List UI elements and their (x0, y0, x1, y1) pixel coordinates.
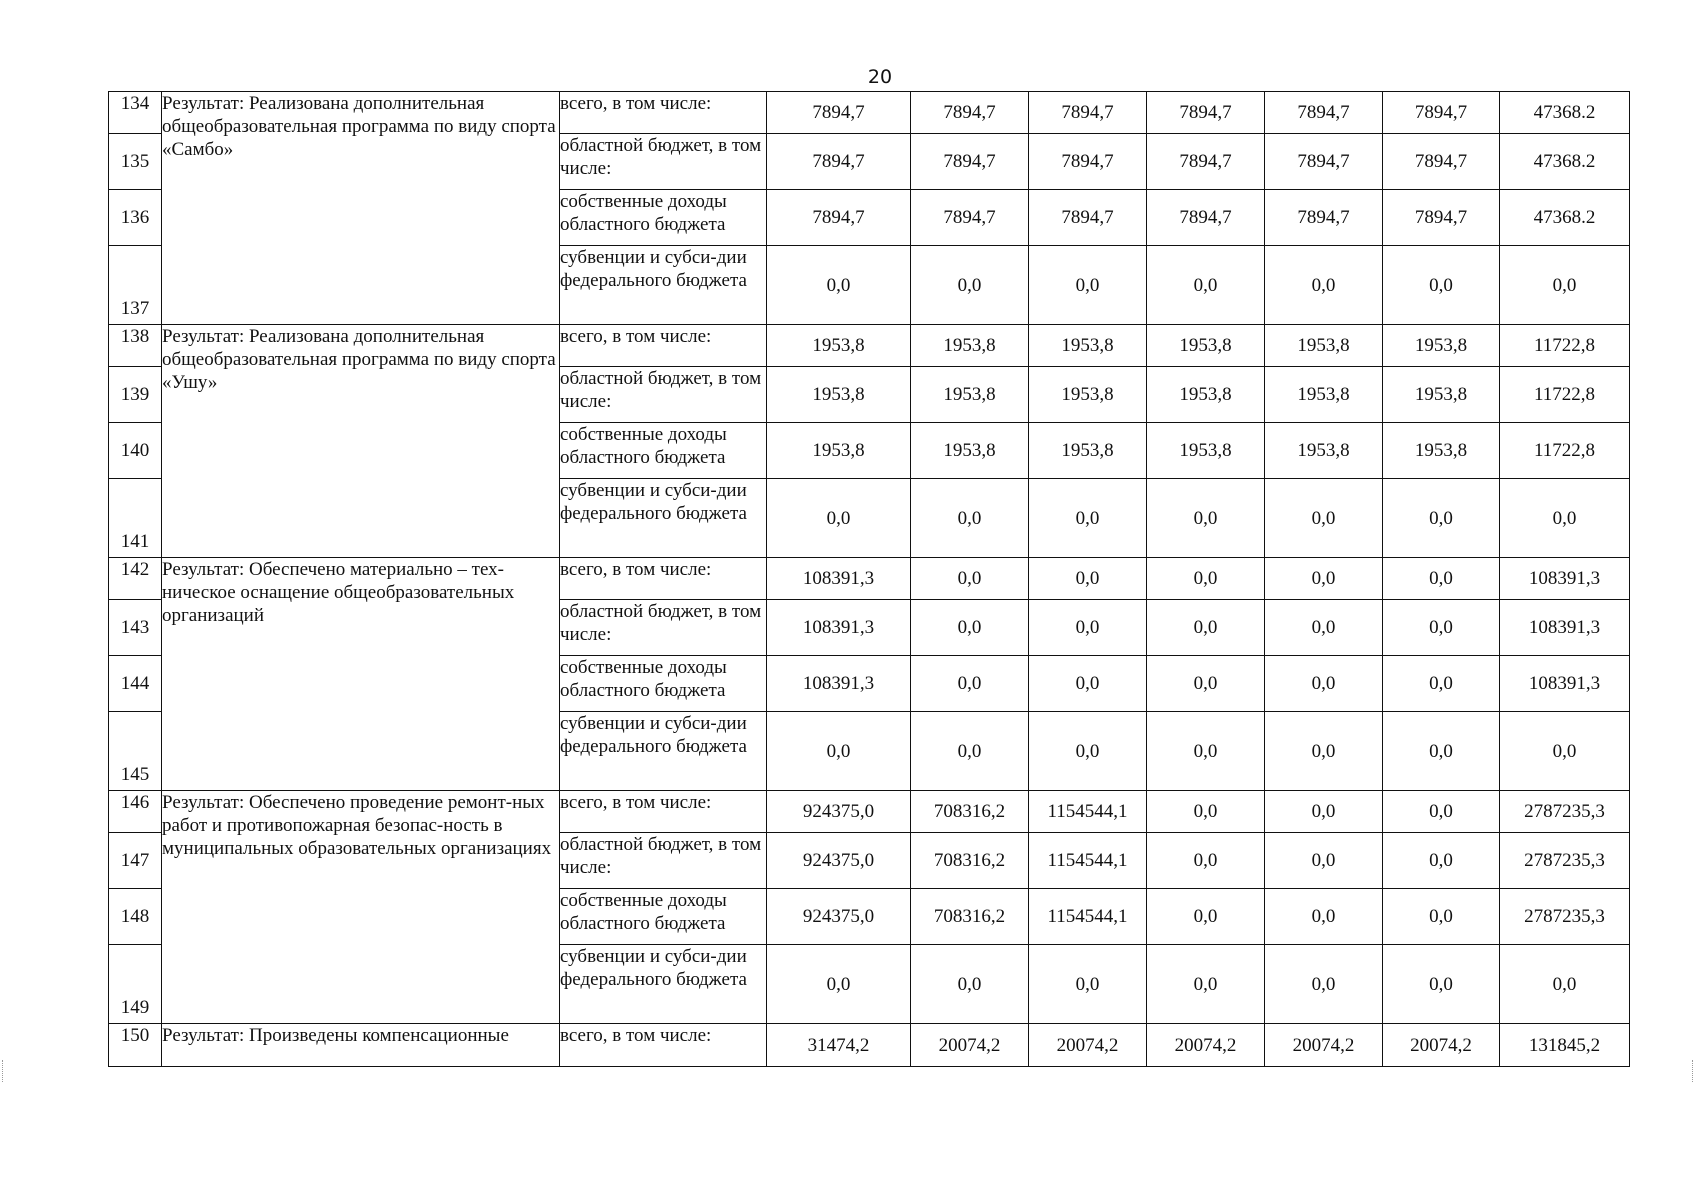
value-cell: 7894,7 (1265, 190, 1383, 246)
value-cell-total: 2787235,3 (1500, 889, 1630, 945)
value-cell: 0,0 (1383, 656, 1500, 712)
value-cell: 0,0 (1029, 479, 1147, 558)
value-cell: 7894,7 (1029, 190, 1147, 246)
value-cell: 1953,8 (1265, 367, 1383, 423)
value-cell: 1953,8 (1383, 367, 1500, 423)
value-cell-total: 0,0 (1500, 246, 1630, 325)
value-cell: 0,0 (1265, 246, 1383, 325)
row-number: 145 (109, 712, 162, 791)
row-number: 135 (109, 134, 162, 190)
funding-source-label: областной бюджет, в том числе: (560, 134, 767, 190)
value-cell: 7894,7 (1383, 190, 1500, 246)
value-cell: 0,0 (1029, 246, 1147, 325)
value-cell: 924375,0 (767, 889, 911, 945)
funding-source-label: собственные доходы областного бюджета (560, 656, 767, 712)
value-cell: 1953,8 (1147, 367, 1265, 423)
table-body (109, 92, 1630, 1067)
value-cell: 0,0 (1265, 558, 1383, 600)
value-cell: 0,0 (767, 712, 911, 791)
value-cell-total: 108391,3 (1500, 656, 1630, 712)
funding-source-label: собственные доходы областного бюджета (560, 889, 767, 945)
value-cell: 0,0 (1147, 889, 1265, 945)
value-cell-total: 131845,2 (1500, 1024, 1630, 1067)
value-cell: 0,0 (1147, 479, 1265, 558)
value-cell: 1953,8 (911, 325, 1029, 367)
value-cell: 0,0 (1147, 246, 1265, 325)
value-cell: 7894,7 (1147, 92, 1265, 134)
funding-source-label: собственные доходы областного бюджета (560, 190, 767, 246)
value-cell: 1154544,1 (1029, 833, 1147, 889)
row-number: 150 (109, 1024, 162, 1067)
value-cell: 0,0 (1383, 889, 1500, 945)
value-cell: 31474,2 (767, 1024, 911, 1067)
row-number: 141 (109, 479, 162, 558)
value-cell: 0,0 (767, 945, 911, 1024)
value-cell: 0,0 (1029, 712, 1147, 791)
value-cell: 20074,2 (1383, 1024, 1500, 1067)
table-row (109, 791, 1630, 833)
value-cell: 1953,8 (1147, 423, 1265, 479)
funding-source-label: субвенции и субси-дии федерального бюджета (560, 246, 767, 325)
value-cell-total: 11722,8 (1500, 423, 1630, 479)
value-cell: 7894,7 (1029, 92, 1147, 134)
value-cell-total: 0,0 (1500, 945, 1630, 1024)
value-cell: 0,0 (1265, 791, 1383, 833)
budget-table (108, 91, 1630, 1067)
value-cell: 7894,7 (911, 92, 1029, 134)
funding-source-label: всего, в том числе: (560, 325, 767, 367)
value-cell-total: 11722,8 (1500, 325, 1630, 367)
value-cell: 924375,0 (767, 833, 911, 889)
result-description: Результат: Реализована дополнительная общеобразовательная программа по виду спорта «Ушу» (162, 325, 560, 558)
row-number: 134 (109, 92, 162, 134)
value-cell: 7894,7 (911, 190, 1029, 246)
value-cell: 1154544,1 (1029, 889, 1147, 945)
funding-source-label: субвенции и субси-дии федерального бюджета (560, 712, 767, 791)
value-cell: 0,0 (1383, 600, 1500, 656)
value-cell-total: 108391,3 (1500, 600, 1630, 656)
value-cell: 0,0 (1265, 889, 1383, 945)
value-cell: 7894,7 (1265, 134, 1383, 190)
value-cell: 0,0 (1383, 712, 1500, 791)
value-cell: 0,0 (1383, 246, 1500, 325)
value-cell: 7894,7 (911, 134, 1029, 190)
value-cell: 0,0 (1029, 600, 1147, 656)
value-cell: 0,0 (1147, 712, 1265, 791)
value-cell: 0,0 (1147, 558, 1265, 600)
value-cell: 0,0 (1147, 600, 1265, 656)
value-cell: 0,0 (911, 479, 1029, 558)
value-cell: 7894,7 (767, 190, 911, 246)
value-cell: 1154544,1 (1029, 791, 1147, 833)
value-cell: 0,0 (767, 479, 911, 558)
value-cell: 0,0 (1383, 945, 1500, 1024)
value-cell: 108391,3 (767, 600, 911, 656)
value-cell: 0,0 (1029, 558, 1147, 600)
funding-source-label: всего, в том числе: (560, 1024, 767, 1067)
value-cell-total: 2787235,3 (1500, 833, 1630, 889)
funding-source-label: областной бюджет, в том числе: (560, 367, 767, 423)
result-description: Результат: Обеспечено проведение ремонт-ных работ и противопожарная безопас-ность в муниципальных образовательных организациях (162, 791, 560, 1024)
value-cell: 1953,8 (1265, 325, 1383, 367)
value-cell: 20074,2 (1147, 1024, 1265, 1067)
value-cell: 1953,8 (1029, 423, 1147, 479)
value-cell: 7894,7 (1147, 190, 1265, 246)
value-cell: 1953,8 (1383, 325, 1500, 367)
value-cell: 708316,2 (911, 833, 1029, 889)
value-cell: 0,0 (1029, 945, 1147, 1024)
table-row (109, 92, 1630, 134)
row-number: 137 (109, 246, 162, 325)
value-cell: 7894,7 (767, 134, 911, 190)
value-cell: 0,0 (1383, 479, 1500, 558)
funding-source-label: субвенции и субси-дии федерального бюджета (560, 945, 767, 1024)
value-cell: 0,0 (911, 656, 1029, 712)
scan-edge-mark-left (2, 1060, 5, 1082)
value-cell: 1953,8 (767, 325, 911, 367)
value-cell: 20074,2 (1029, 1024, 1147, 1067)
value-cell: 1953,8 (911, 367, 1029, 423)
value-cell-total: 108391,3 (1500, 558, 1630, 600)
value-cell-total: 47368.2 (1500, 134, 1630, 190)
row-number: 144 (109, 656, 162, 712)
value-cell: 7894,7 (1265, 92, 1383, 134)
value-cell: 0,0 (1147, 656, 1265, 712)
value-cell: 0,0 (1147, 833, 1265, 889)
result-description: Результат: Обеспечено материально – тех-ническое оснащение общеобразовательных организаций (162, 558, 560, 791)
row-number: 138 (109, 325, 162, 367)
value-cell: 0,0 (1265, 479, 1383, 558)
funding-source-label: областной бюджет, в том числе: (560, 833, 767, 889)
funding-source-label: всего, в том числе: (560, 791, 767, 833)
row-number: 139 (109, 367, 162, 423)
value-cell-total: 11722,8 (1500, 367, 1630, 423)
row-number: 146 (109, 791, 162, 833)
value-cell-total: 47368.2 (1500, 92, 1630, 134)
value-cell: 7894,7 (1147, 134, 1265, 190)
value-cell: 0,0 (1265, 945, 1383, 1024)
row-number: 147 (109, 833, 162, 889)
value-cell: 0,0 (1147, 945, 1265, 1024)
value-cell: 20074,2 (911, 1024, 1029, 1067)
value-cell: 1953,8 (1029, 367, 1147, 423)
value-cell: 108391,3 (767, 656, 911, 712)
value-cell: 0,0 (1147, 791, 1265, 833)
funding-source-label: субвенции и субси-дии федерального бюджета (560, 479, 767, 558)
value-cell: 1953,8 (1147, 325, 1265, 367)
row-number: 143 (109, 600, 162, 656)
funding-source-label: собственные доходы областного бюджета (560, 423, 767, 479)
value-cell: 0,0 (1265, 712, 1383, 791)
value-cell: 0,0 (1265, 833, 1383, 889)
value-cell: 0,0 (911, 945, 1029, 1024)
value-cell: 0,0 (911, 712, 1029, 791)
value-cell: 0,0 (767, 246, 911, 325)
funding-source-label: всего, в том числе: (560, 92, 767, 134)
table-row (109, 558, 1630, 600)
value-cell: 708316,2 (911, 889, 1029, 945)
scan-edge-mark-right (1692, 1060, 1695, 1082)
value-cell: 108391,3 (767, 558, 911, 600)
value-cell: 0,0 (911, 246, 1029, 325)
value-cell: 7894,7 (1383, 92, 1500, 134)
value-cell: 1953,8 (1383, 423, 1500, 479)
table-row (109, 1024, 1630, 1067)
value-cell: 0,0 (1383, 791, 1500, 833)
value-cell: 0,0 (911, 600, 1029, 656)
row-number: 136 (109, 190, 162, 246)
funding-source-label: всего, в том числе: (560, 558, 767, 600)
value-cell: 7894,7 (1029, 134, 1147, 190)
value-cell: 7894,7 (767, 92, 911, 134)
value-cell: 20074,2 (1265, 1024, 1383, 1067)
value-cell-total: 0,0 (1500, 479, 1630, 558)
value-cell: 1953,8 (767, 367, 911, 423)
value-cell: 7894,7 (1383, 134, 1500, 190)
value-cell: 1953,8 (911, 423, 1029, 479)
table-row (109, 325, 1630, 367)
page-number: 20 (867, 66, 893, 88)
funding-source-label: областной бюджет, в том числе: (560, 600, 767, 656)
value-cell: 1953,8 (767, 423, 911, 479)
row-number: 140 (109, 423, 162, 479)
value-cell-total: 0,0 (1500, 712, 1630, 791)
value-cell: 0,0 (911, 558, 1029, 600)
value-cell: 1953,8 (1029, 325, 1147, 367)
value-cell: 0,0 (1383, 558, 1500, 600)
value-cell: 708316,2 (911, 791, 1029, 833)
row-number: 142 (109, 558, 162, 600)
value-cell: 0,0 (1383, 833, 1500, 889)
result-description: Результат: Произведены компенсационные (162, 1024, 560, 1067)
value-cell: 0,0 (1265, 656, 1383, 712)
value-cell-total: 47368.2 (1500, 190, 1630, 246)
row-number: 148 (109, 889, 162, 945)
row-number: 149 (109, 945, 162, 1024)
value-cell: 924375,0 (767, 791, 911, 833)
value-cell: 0,0 (1029, 656, 1147, 712)
value-cell-total: 2787235,3 (1500, 791, 1630, 833)
value-cell: 0,0 (1265, 600, 1383, 656)
result-description: Результат: Реализована дополнительная общеобразовательная программа по виду спорта «Самбо» (162, 92, 560, 325)
value-cell: 1953,8 (1265, 423, 1383, 479)
